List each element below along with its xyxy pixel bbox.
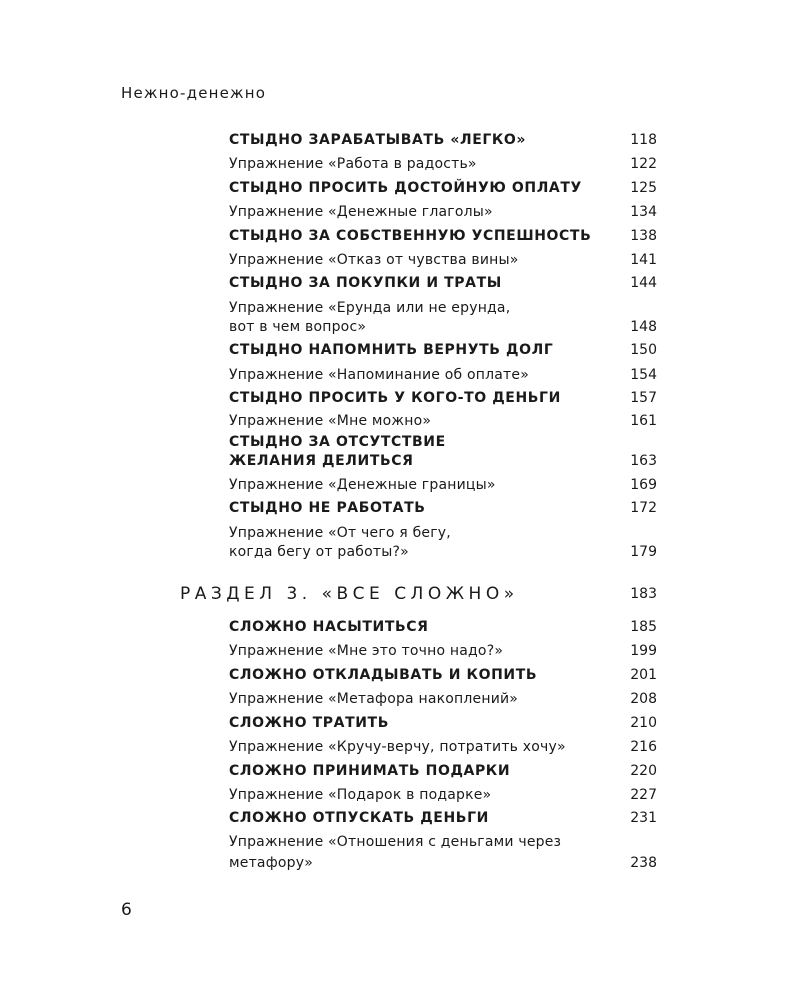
toc-entry-page: 238 xyxy=(630,855,657,871)
toc-entry-title: СЛОЖНО ОТПУСКАТЬ ДЕНЬГИ xyxy=(229,810,489,826)
page-number: 6 xyxy=(121,900,132,920)
toc-entry-title: Упражнение «Денежные глаголы» xyxy=(229,204,493,220)
toc-entry-page: 227 xyxy=(630,787,657,803)
toc-entry-title: Упражнение «Напоминание об оплате» xyxy=(229,367,529,383)
toc-entry-title: СТЫДНО ЗАРАБАТЫВАТЬ «ЛЕГКО» xyxy=(229,132,527,148)
toc-entry-title: СТЫДНО ПРОСИТЬ ДОСТОЙНУЮ ОПЛАТУ xyxy=(229,180,582,196)
toc-entry-page: 150 xyxy=(630,342,657,358)
toc-entry-page: 157 xyxy=(630,390,657,406)
toc-entry-page: 144 xyxy=(630,275,657,291)
toc-entry-page: 216 xyxy=(630,739,657,755)
toc-entry-page: 179 xyxy=(630,544,657,560)
toc-entry-page: 169 xyxy=(630,477,657,493)
toc-entry-title: СТЫДНО НАПОМНИТЬ ВЕРНУТЬ ДОЛГ xyxy=(229,342,554,358)
toc-entry-title: СЛОЖНО НАСЫТИТЬСЯ xyxy=(229,619,429,635)
toc-entry-page: 172 xyxy=(630,500,657,516)
toc-entry-page: 148 xyxy=(630,319,657,335)
toc-entry-title: метафору» xyxy=(229,855,313,871)
toc-entry-title: Упражнение «Подарок в подарке» xyxy=(229,787,492,803)
toc-entry-title: Упражнение «Работа в радость» xyxy=(229,156,477,172)
toc-entry-title: вот в чем вопрос» xyxy=(229,319,367,335)
toc-entry-title: СТЫДНО ПРОСИТЬ У КОГО-ТО ДЕНЬГИ xyxy=(229,390,561,406)
toc-entry-page: 125 xyxy=(630,180,657,196)
toc-entry-page: 208 xyxy=(630,691,657,707)
toc-entry-title: Упражнение «Денежные границы» xyxy=(229,477,496,493)
toc-entry-title: СТЫДНО НЕ РАБОТАТЬ xyxy=(229,500,426,516)
toc-entry-title: СТЫДНО ЗА ОТСУТСТВИЕ xyxy=(229,434,446,450)
toc-entry-title: СЛОЖНО ТРАТИТЬ xyxy=(229,715,389,731)
toc-entry-title: Упражнение «Отношения с деньгами через xyxy=(229,834,562,850)
toc-entry-page: 134 xyxy=(630,204,657,220)
toc-entry-title: Упражнение «Метафора накоплений» xyxy=(229,691,519,707)
toc-entry-page: 220 xyxy=(630,763,657,779)
toc-entry-title: Упражнение «От чего я бегу, xyxy=(229,525,451,541)
toc-entry-page: 161 xyxy=(630,413,657,429)
toc-entry-page: 199 xyxy=(630,643,657,659)
toc-entry-page: 122 xyxy=(630,156,657,172)
toc-entry-page: 201 xyxy=(630,667,657,683)
running-head: Нежно-денежно xyxy=(121,84,267,102)
toc-entry-page: 154 xyxy=(630,367,657,383)
toc-entry-title: СЛОЖНО ПРИНИМАТЬ ПОДАРКИ xyxy=(229,763,511,779)
toc-entry-title: СТЫДНО ЗА СОБСТВЕННУЮ УСПЕШНОСТЬ xyxy=(229,228,592,244)
toc-entry-title: когда бегу от работы?» xyxy=(229,544,409,560)
toc-entry-title: СТЫДНО ЗА ПОКУПКИ И ТРАТЫ xyxy=(229,275,502,291)
toc-entry-title: РАЗДЕЛ 3. «ВСЕ СЛОЖНО» xyxy=(180,584,519,604)
toc-entry-page: 118 xyxy=(630,132,657,148)
toc-entry-page: 231 xyxy=(630,810,657,826)
toc-entry-title: Упражнение «Ерунда или не ерунда, xyxy=(229,300,511,316)
toc-entry-page: 138 xyxy=(630,228,657,244)
toc-entry-page: 185 xyxy=(630,619,657,635)
toc-entry-page: 210 xyxy=(630,715,657,731)
toc-entry-page: 163 xyxy=(630,453,657,469)
toc-entry-title: СЛОЖНО ОТКЛАДЫВАТЬ И КОПИТЬ xyxy=(229,667,538,683)
toc-entry-title: ЖЕЛАНИЯ ДЕЛИТЬСЯ xyxy=(229,453,414,469)
toc-entry-title: Упражнение «Мне можно» xyxy=(229,413,432,429)
toc-entry-page: 183 xyxy=(630,586,657,602)
toc-entry-title: Упражнение «Мне это точно надо?» xyxy=(229,643,504,659)
toc-entry-title: Упражнение «Отказ от чувства вины» xyxy=(229,252,519,268)
toc-entry-title: Упражнение «Кручу-верчу, потратить хочу» xyxy=(229,739,566,755)
toc-entry-page: 141 xyxy=(630,252,657,268)
